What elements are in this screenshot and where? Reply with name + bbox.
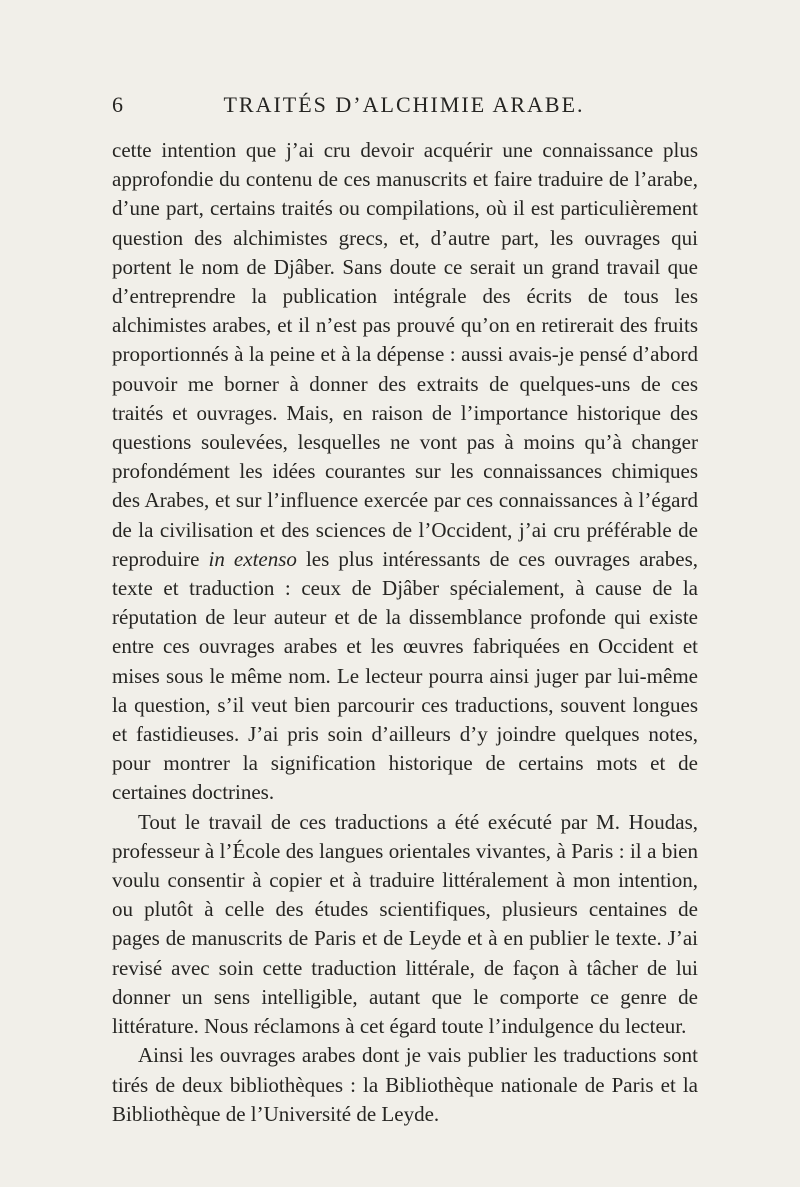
paragraph-1-text-b: les plus intéressants de ces ouvrages arabes, texte et traduction : ceux de Djâber spécialement, à cause de la réputation de leur auteur et de la dissemblance profonde qui existe entre ces ouvrages arabes et les œuvres fabriquées en Occident et mises sous le même nom. Le lecteur pourra ainsi juger par lui-même la question, s’il veut bien parcourir ces traductions, souvent longues et fastidieuses. J’ai pris soin d’ailleurs d’y joindre quelques notes, pour montrer la signification historique de certains mots et de certaines doctrines. (112, 546, 698, 805)
body-text (112, 136, 698, 1129)
paragraph-1 (112, 136, 698, 808)
paragraph-1-italic-latin: in extenso (208, 546, 297, 571)
running-title: TRAITÉS D’ALCHIMIE ARABE. (223, 92, 585, 117)
page-number: 6 (112, 92, 124, 117)
paragraph-1-text-a: cette intention que j’ai cru devoir acquérir une connaissance plus approfondie du contenu de ces manuscrits et faire traduire de l’arabe, d’une part, certains traités ou compilations, où il est particulièrement question des alchimistes grecs, et, d’autre part, les ouvrages qui portent le nom de Djâber. Sans doute ce serait un grand travail que d’entreprendre la publication intégrale des écrits de tous les alchimistes arabes, et il n’est pas prouvé qu’on en retirerait des fruits proportionnés à la peine et à la dépense : aussi avais-je pensé d’abord pouvoir me borner à donner des extraits de quelques-uns de ces traités et ouvrages. Mais, en raison de l’importance historique des questions soulevées, lesquelles ne vont pas à moins qu’à changer profondément les idées courantes sur les connaissances chimiques des Arabes, et sur l’influence exercée par ces connaissances à l’égard de la civilisation et des sciences de l’Occident, j’ai cru préférable de reproduire (112, 138, 698, 571)
paragraph-2: Tout le travail de ces traductions a été exécuté par M. Houdas, professeur à l’École des langues orientales vivantes, à Paris : il a bien voulu consentir à copier et à traduire littéralement à mon intention, ou plutôt à celle des études scientifiques, plusieurs centaines de pages de manuscrits de Paris et de Leyde et à en publier le texte. J’ai revisé avec soin cette traduction littérale, de façon à tâcher de lui donner un sens intelligible, autant que le comporte ce genre de littérature. Nous réclamons à cet égard toute l’indulgence du lecteur. (112, 809, 698, 1039)
paragraph-3: Ainsi les ouvrages arabes dont je vais publier les traductions sont tirés de deux bibliothèques : la Bibliothèque nationale de Paris et la Bibliothèque de l’Université de Leyde. (112, 1043, 698, 1126)
page-header (112, 92, 696, 122)
